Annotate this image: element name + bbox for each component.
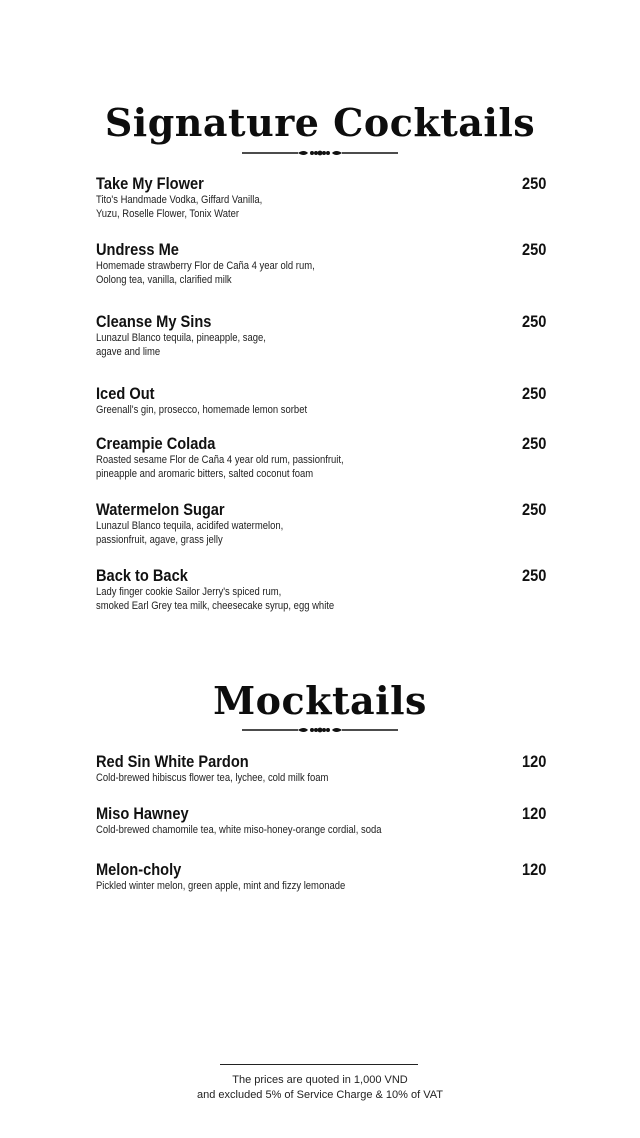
- item-description: Tito's Handmade Vodka, Giffard Vanilla, Yuzu, Roselle Flower, Tonix Water: [96, 194, 263, 220]
- menu-item: [96, 501, 546, 547]
- item-description: Lady finger cookie Sailor Jerry's spiced rum, smoked Earl Grey tea milk, cheesecake syrup, egg white: [96, 586, 335, 612]
- menu-item: [96, 805, 546, 837]
- menu-item: [96, 435, 546, 481]
- item-description: Greenall's gin, prosecco, homemade lemon sorbet: [96, 404, 308, 416]
- item-name: Back to Back: [96, 566, 188, 585]
- title-flourish-divider: [0, 147, 640, 159]
- item-name: Red Sin White Pardon: [96, 752, 249, 771]
- item-price: 120: [521, 804, 546, 823]
- item-name: Undress Me: [96, 240, 179, 259]
- item-name: Iced Out: [96, 384, 155, 403]
- menu-item: [96, 313, 546, 359]
- item-price: 250: [521, 566, 546, 585]
- item-price: 250: [521, 240, 546, 259]
- menu-item: [96, 567, 546, 613]
- item-description: Cold-brewed hibiscus flower tea, lychee, cold milk foam: [96, 772, 329, 784]
- item-price: 250: [521, 174, 546, 193]
- item-price: 120: [521, 752, 546, 771]
- menu-item: [96, 385, 546, 417]
- item-description: Roasted sesame Flor de Caña 4 year old rum, passionfruit, pineapple and aromaric bitters, salted coconut foam: [96, 454, 344, 480]
- menu-item: [96, 861, 546, 893]
- item-description: Homemade strawberry Flor de Caña 4 year old rum, Oolong tea, vanilla, clarified milk: [96, 260, 315, 286]
- mocktails-title: Mocktails: [213, 678, 427, 723]
- item-name: Miso Hawney: [96, 804, 189, 823]
- item-description: Lunazul Blanco tequila, acidifed watermelon, passionfruit, agave, grass jelly: [96, 520, 284, 546]
- footer-divider: [220, 1064, 418, 1065]
- menu-item: [96, 175, 546, 221]
- item-price: 250: [521, 500, 546, 519]
- item-description: Pickled winter melon, green apple, mint and fizzy lemonade: [96, 880, 346, 892]
- menu-item: [96, 241, 546, 287]
- item-description: Lunazul Blanco tequila, pineapple, sage, agave and lime: [96, 332, 266, 358]
- item-price: 250: [521, 434, 546, 453]
- item-description: Cold-brewed chamomile tea, white miso-honey-orange cordial, soda: [96, 824, 382, 836]
- item-name: Melon-choly: [96, 860, 182, 879]
- item-price: 250: [521, 312, 546, 331]
- item-name: Creampie Colada: [96, 434, 216, 453]
- menu-item: [96, 753, 546, 785]
- item-price: 250: [521, 384, 546, 403]
- item-name: Watermelon Sugar: [96, 500, 225, 519]
- item-name: Take My Flower: [96, 174, 204, 193]
- price-disclaimer: The prices are quoted in 1,000 VND and excluded 5% of Service Charge & 10% of VAT: [196, 1074, 443, 1101]
- item-name: Cleanse My Sins: [96, 312, 212, 331]
- title-flourish-divider: [0, 724, 640, 736]
- item-price: 120: [521, 860, 546, 879]
- signature-cocktails-title: Signature Cocktails: [104, 100, 536, 145]
